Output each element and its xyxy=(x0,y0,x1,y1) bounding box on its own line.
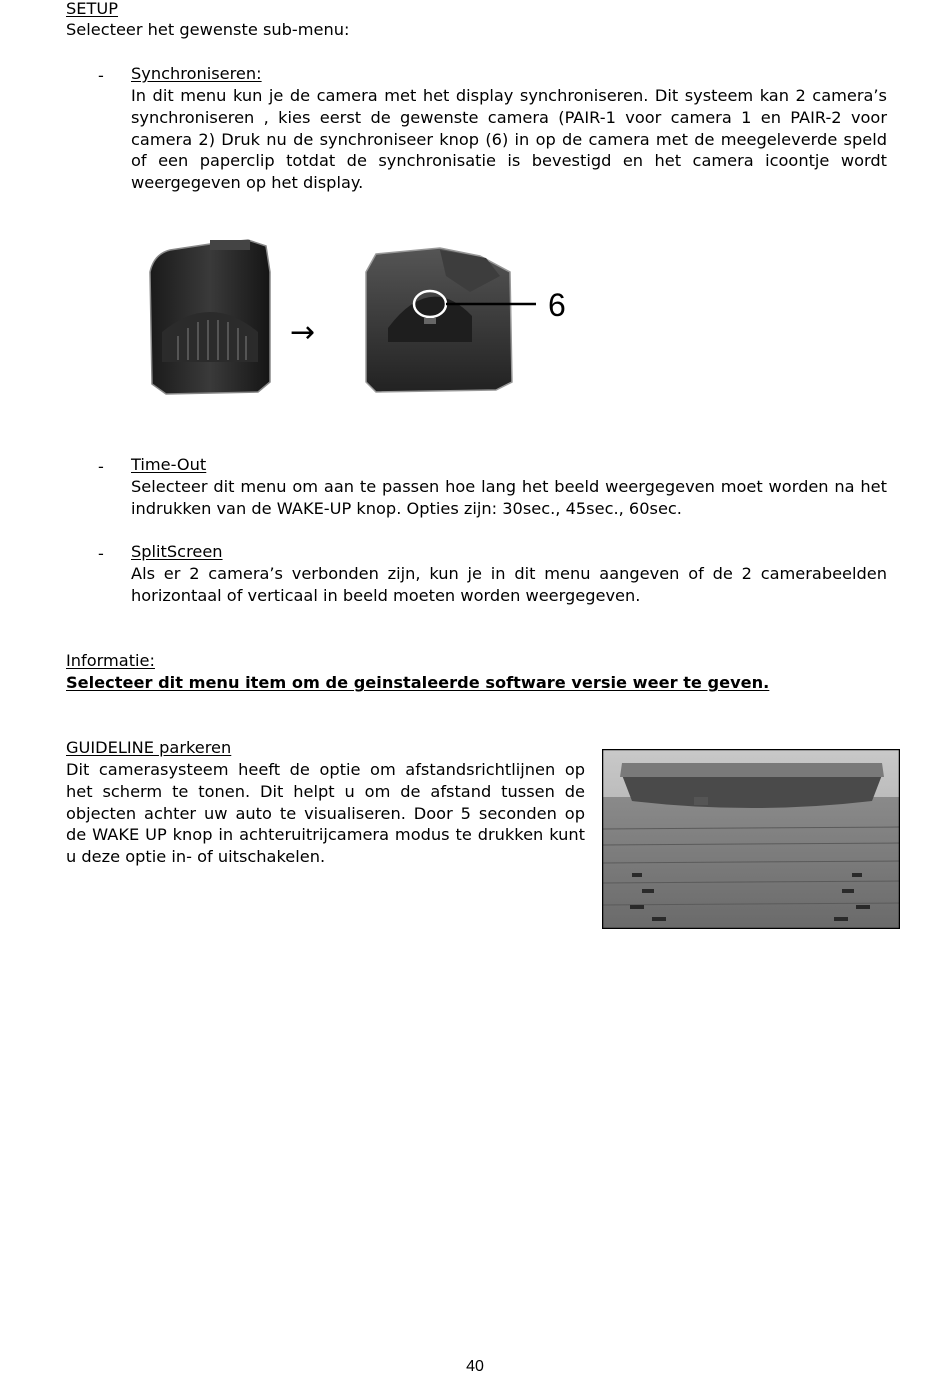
item-body-splitscreen: Als er 2 camera’s verbonden zijn, kun je in dit menu aangeven of de 2 camerabeelden horizontaal of verticaal in beeld moeten worden weergegeven. xyxy=(131,564,887,605)
bullet-dash: - xyxy=(98,66,104,85)
bullet-dash: - xyxy=(98,544,104,563)
bullet-dash: - xyxy=(98,457,104,476)
item-title-splitscreen: SplitScreen xyxy=(131,542,223,561)
camera-sync-figure xyxy=(140,232,580,402)
item-title-synchroniseren: Synchroniseren: xyxy=(131,64,262,83)
callout-label: 6 xyxy=(548,287,566,323)
guideline-heading: GUIDELINE parkeren xyxy=(66,738,232,757)
item-body-time-out: Selecteer dit menu om aan te passen hoe lang het beeld weergegeven moet worden na het indrukken van de WAKE-UP knop. Opties zijn: 30sec., 45sec., 60sec. xyxy=(131,477,887,518)
informatie-text: Selecteer dit menu item om de geinstaleerde software versie weer te geven. xyxy=(66,673,770,692)
camera-front-image xyxy=(150,240,270,394)
camera-side-image xyxy=(366,248,536,392)
informatie-heading: Informatie: xyxy=(66,651,155,670)
arrow-right-icon: → xyxy=(290,315,316,350)
rear-camera-photo xyxy=(602,749,900,929)
setup-heading: SETUP xyxy=(66,0,119,18)
page-number: 40 xyxy=(466,1358,484,1375)
guideline-body: Dit camerasysteem heeft de optie om afstandsrichtlijnen op het scherm te tonen. Dit helpt u om de afstand tussen de objecten achter uw auto te visualiseren. Door 5 seconden op de WAKE UP knop in achteruitrijcamera modus te drukken kunt u deze optie in- of uitschakelen. xyxy=(66,760,585,867)
item-body-synchroniseren: In dit menu kun je de camera met het display synchroniseren. Dit systeem kan 2 camera’s synchroniseren , kies eerst de gewenste camera (PAIR-1 voor camera 1 en PAIR-2 voor camera 2) Druk nu de synchroniseer knop (6) in op de camera met de meegeleverde speld of een paperclip totdat de synchronisatie is bevestigd en het camera icoontje wordt weergegeven op het display. xyxy=(131,86,887,193)
setup-intro: Selecteer het gewenste sub-menu: xyxy=(66,20,350,39)
item-title-time-out: Time-Out xyxy=(131,455,207,474)
